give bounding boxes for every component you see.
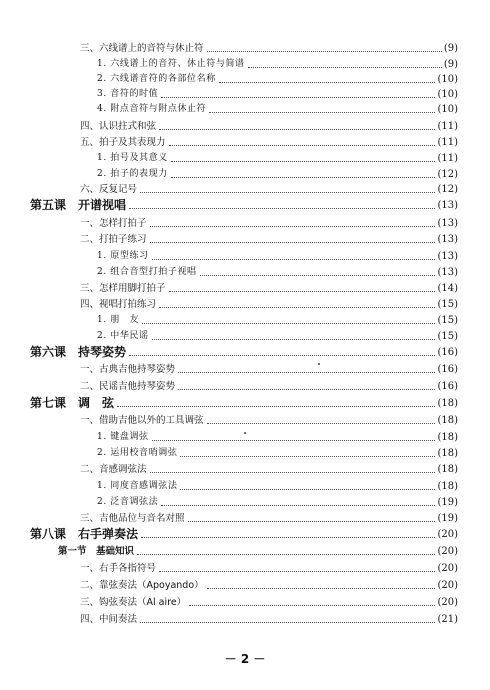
toc-entry-title: 一、怎样打拍子: [80, 218, 147, 229]
toc-chapter: [0, 397, 490, 410]
toc-entry: [0, 250, 490, 263]
toc-entry-page: (16): [437, 364, 458, 375]
toc-entry-title: 2. 拍子的表现力: [97, 169, 168, 179]
dot-leader: [161, 504, 435, 506]
toc-entry-page: (10): [437, 104, 458, 115]
toc-entry-page: (15): [437, 299, 458, 310]
toc-entry: [0, 168, 490, 181]
toc-entry-title: 第七课 调 弦: [30, 396, 115, 410]
toc-entry-title: 四、视唱打拍练习: [80, 299, 157, 310]
toc-entry-page: (15): [437, 315, 458, 326]
toc-entry-title: 三、吉他品位与音名对照: [80, 513, 185, 524]
toc-chapter: [0, 346, 490, 359]
toc-entry-title: 第六课 持琴姿势: [30, 345, 127, 359]
toc-entry-title: 三、钩弦奏法（Al aire）: [80, 597, 187, 608]
toc-entry-page: (13): [437, 251, 458, 262]
toc-entry: [0, 414, 490, 427]
dot-leader: [141, 536, 435, 538]
dot-leader: [200, 274, 436, 276]
toc-entry-page: (9): [443, 59, 458, 70]
toc-entry: [0, 58, 490, 71]
toc-entry-title: 第一节 基础知识: [58, 546, 135, 557]
toc-entry: [0, 183, 490, 196]
toc-entry-page: (18): [437, 448, 458, 459]
toc-entry: [0, 73, 490, 86]
dot-leader: [171, 176, 436, 178]
dot-leader: [178, 388, 435, 390]
toc-entry: [0, 88, 490, 101]
toc-entry-page: (16): [437, 347, 458, 358]
toc-entry-title: 一、古典吉他持琴姿势: [80, 364, 176, 375]
dot-leader: [140, 191, 435, 193]
toc-entry-title: 第八课 右手弹奏法: [30, 527, 139, 541]
toc-entry-page: (14): [437, 283, 458, 294]
toc-entry: [0, 282, 490, 295]
toc-entry-title: 四、认识拄式和弦: [80, 121, 157, 132]
toc-entry: [0, 512, 490, 525]
scan-speck: [318, 363, 320, 365]
dot-leader: [150, 241, 436, 243]
dot-leader: [159, 306, 435, 308]
toc-entry: [0, 363, 490, 376]
toc-chapter: [0, 199, 490, 212]
toc-entry-page: (20): [437, 597, 458, 608]
dot-leader: [209, 111, 435, 113]
toc-entry-title: 二、靠弦奏法（Apoyando）: [80, 580, 204, 591]
toc-entry-title: 1. 同度音感调弦法: [97, 481, 178, 491]
toc-entry-page: (18): [437, 432, 458, 443]
toc-entry-page: (19): [437, 513, 458, 524]
dot-leader: [207, 587, 436, 589]
toc-entry-page: (20): [437, 563, 458, 574]
toc-entry-page: (13): [437, 234, 458, 245]
toc-entry-page: (20): [437, 580, 458, 591]
toc-chapter: [0, 528, 490, 541]
toc-entry: [0, 233, 490, 246]
toc-entry-page: (18): [437, 415, 458, 426]
toc-entry: [0, 447, 490, 460]
toc-entry: [0, 596, 490, 609]
toc-entry-title: 第五课 开谱视唱: [30, 198, 127, 212]
toc-entry: [0, 120, 490, 133]
dot-leader: [159, 570, 435, 572]
toc-entry: [0, 496, 490, 509]
toc-entry-page: (10): [437, 89, 458, 100]
dot-leader: [152, 258, 436, 260]
dot-leader: [180, 488, 435, 490]
dot-leader: [169, 290, 436, 292]
toc-entry-title: 六、反复记号: [80, 184, 138, 195]
toc-entry-page: (12): [437, 169, 458, 180]
toc-entry: [0, 152, 490, 165]
toc-entry-page: (19): [437, 497, 458, 508]
toc-entry-title: 1. 键盘调弦: [97, 432, 149, 442]
toc-entry: [0, 579, 490, 592]
toc-entry-page: (13): [437, 218, 458, 229]
dot-leader: [129, 207, 435, 209]
dot-leader: [150, 471, 436, 473]
toc-entry-page: (20): [437, 546, 458, 557]
dot-leader: [161, 96, 435, 98]
toc-entry: [0, 217, 490, 230]
dot-leader: [207, 50, 442, 52]
dot-leader: [129, 354, 435, 356]
toc-entry: [0, 266, 490, 279]
dot-leader: [150, 225, 436, 227]
toc-entry-title: 4. 附点音符与附点休止符: [97, 104, 207, 114]
toc-entry-page: (15): [437, 331, 458, 342]
toc-entry-page: (13): [437, 267, 458, 278]
toc-entry-page: (10): [437, 74, 458, 85]
toc-entry-title: 一、右手各指符号: [80, 563, 157, 574]
toc-entry: [0, 480, 490, 493]
toc-entry-page: (18): [437, 398, 458, 409]
scan-speck: [244, 432, 246, 434]
toc-entry-title: 3. 音符的时值: [97, 89, 159, 99]
page-number: － 2 －: [224, 652, 266, 666]
toc-entry-title: 1. 原型练习: [97, 251, 149, 261]
dot-leader: [189, 604, 435, 606]
toc-entry-title: 1. 拍号及其意义: [97, 153, 168, 163]
dot-leader: [117, 405, 435, 407]
dot-leader: [152, 439, 436, 441]
toc-entry-title: 五、拍子及其表现力: [80, 137, 166, 148]
dot-leader: [219, 81, 436, 83]
toc-entry: [0, 136, 490, 149]
toc-entry: [0, 42, 490, 55]
toc-entry: [0, 562, 490, 575]
dot-leader: [152, 338, 436, 340]
dot-leader: [180, 455, 435, 457]
toc-entry-page: (18): [437, 481, 458, 492]
toc-entry-page: (11): [437, 153, 458, 164]
dot-leader: [188, 520, 436, 522]
dot-leader: [178, 371, 435, 373]
toc-entry-page: (11): [437, 121, 458, 132]
toc-entry-page: (9): [443, 43, 458, 54]
toc-entry-title: 二、打拍子练习: [80, 234, 147, 245]
toc-entry: [0, 330, 490, 343]
toc-entry-page: (20): [437, 529, 458, 540]
toc-entry-page: (13): [437, 200, 458, 211]
dot-leader: [159, 128, 435, 130]
toc-entry-page: (16): [437, 381, 458, 392]
toc-entry-page: (12): [437, 184, 458, 195]
toc-entry-title: 1. 朋 友: [97, 315, 140, 325]
toc-entry-title: 2. 六线谱音符的各部位名称: [97, 74, 216, 84]
toc-entry: [0, 103, 490, 116]
toc-entry-title: 2. 中华民谣: [97, 331, 149, 341]
toc-section: [0, 545, 490, 558]
toc-entry: [0, 613, 490, 626]
toc-entry-title: 三、六线谱上的音符与休止符: [80, 43, 204, 54]
toc-entry-page: (21): [437, 614, 458, 625]
dot-leader: [248, 66, 442, 68]
toc-entry-page: (18): [437, 464, 458, 475]
toc-entry: [0, 314, 490, 327]
dot-leader: [169, 144, 436, 146]
toc-entry-title: 一、借助吉他以外的工具调弦: [80, 415, 204, 426]
toc-entry: [0, 463, 490, 476]
toc-entry-title: 2. 泛音调弦法: [97, 497, 159, 507]
dot-leader: [207, 422, 436, 424]
dot-leader: [171, 160, 436, 162]
toc-entry-title: 二、音感调弦法: [80, 464, 147, 475]
toc-entry: [0, 380, 490, 393]
toc-entry-page: (11): [437, 137, 458, 148]
toc-entry-title: 二、民谣吉他持琴姿势: [80, 381, 176, 392]
toc-entry-title: 2. 运用校音哨调弦: [97, 448, 178, 458]
dot-leader: [142, 322, 435, 324]
toc-entry-title: 四、中间奏法: [80, 614, 138, 625]
toc-entry-title: 1. 六线谱上的音符、休止符与简谱: [97, 59, 245, 69]
toc-entry: [0, 298, 490, 311]
toc-entry-title: 2. 组合音型打拍子视唱: [97, 267, 197, 277]
dot-leader: [140, 621, 435, 623]
toc-entry-title: 三、怎样用脚打拍子: [80, 283, 166, 294]
dot-leader: [137, 553, 435, 555]
